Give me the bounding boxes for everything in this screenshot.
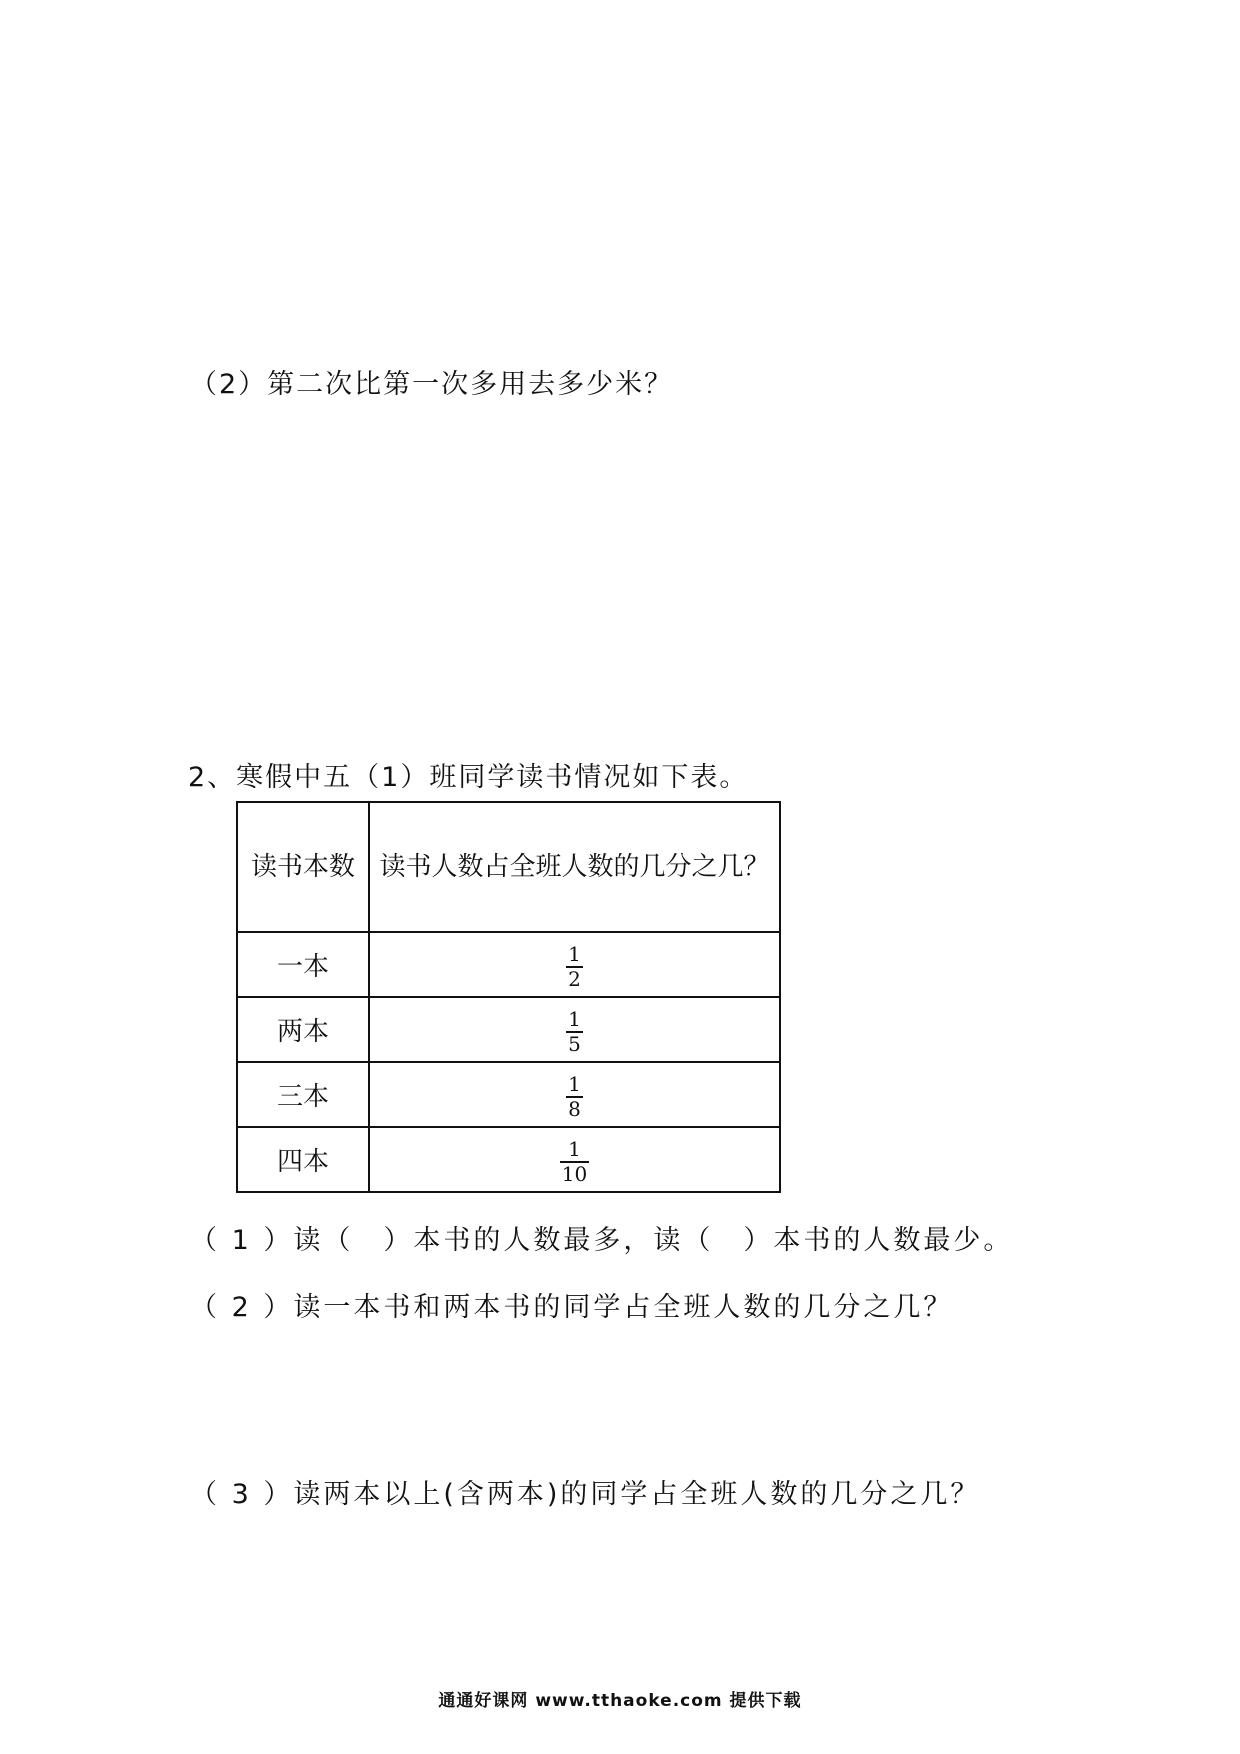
fraction	[566, 943, 583, 991]
books-cell: 四本	[237, 1127, 369, 1192]
fraction-denominator: 8	[568, 1097, 581, 1121]
header-fraction-cell	[369, 802, 780, 932]
sub-question-1-part-a: （ 1 ）读（	[190, 1225, 354, 1256]
fraction	[566, 1008, 583, 1056]
fraction-numerator: 1	[568, 942, 581, 966]
sub-question-3: （ 3 ）读两本以上(含两本)的同学占全班人数的几分之几？	[190, 1479, 981, 1510]
fraction-denominator: 5	[568, 1032, 581, 1056]
page-footer: 通通好课网 www.tthaoke.com 提供下载	[438, 1691, 802, 1711]
fraction	[566, 1073, 583, 1121]
question-2-title: 2、寒假中五（1）班同学读书情况如下表。	[188, 762, 749, 793]
table-row	[237, 997, 780, 1062]
books-cell: 两本	[237, 997, 369, 1062]
header-books-label: 读书本数	[250, 852, 355, 882]
fraction-numerator: 1	[568, 1007, 581, 1031]
fraction-numerator: 1	[568, 1137, 581, 1161]
reading-table	[236, 801, 781, 1193]
table-row	[237, 1127, 780, 1192]
sub-question-2: （ 2 ）读一本书和两本书的同学占全班人数的几分之几？	[190, 1292, 954, 1323]
fraction-numerator: 1	[568, 1072, 581, 1096]
fraction-cell	[369, 1127, 780, 1192]
question-part-2: （2）第二次比第一次多用去多少米？	[190, 369, 674, 400]
books-cell: 一本	[237, 932, 369, 997]
header-books-cell	[237, 802, 369, 932]
sub-question-1-part-b: ）本书的人数最多，读（	[383, 1225, 714, 1256]
table-row	[237, 932, 780, 997]
fraction-denominator: 10	[561, 1162, 588, 1186]
fraction-cell	[369, 997, 780, 1062]
sub-question-1-part-c: ）本书的人数最少。	[743, 1225, 1014, 1256]
fraction-cell	[369, 932, 780, 997]
books-cell: 三本	[237, 1062, 369, 1127]
header-fraction-label: 读书人数占全班人数的几分之几？	[379, 852, 770, 882]
fraction-cell	[369, 1062, 780, 1127]
table-header-row	[237, 802, 780, 932]
fraction	[560, 1138, 589, 1186]
fraction-denominator: 2	[568, 967, 581, 991]
sub-question-1	[190, 1218, 1013, 1257]
table-row	[237, 1062, 780, 1127]
